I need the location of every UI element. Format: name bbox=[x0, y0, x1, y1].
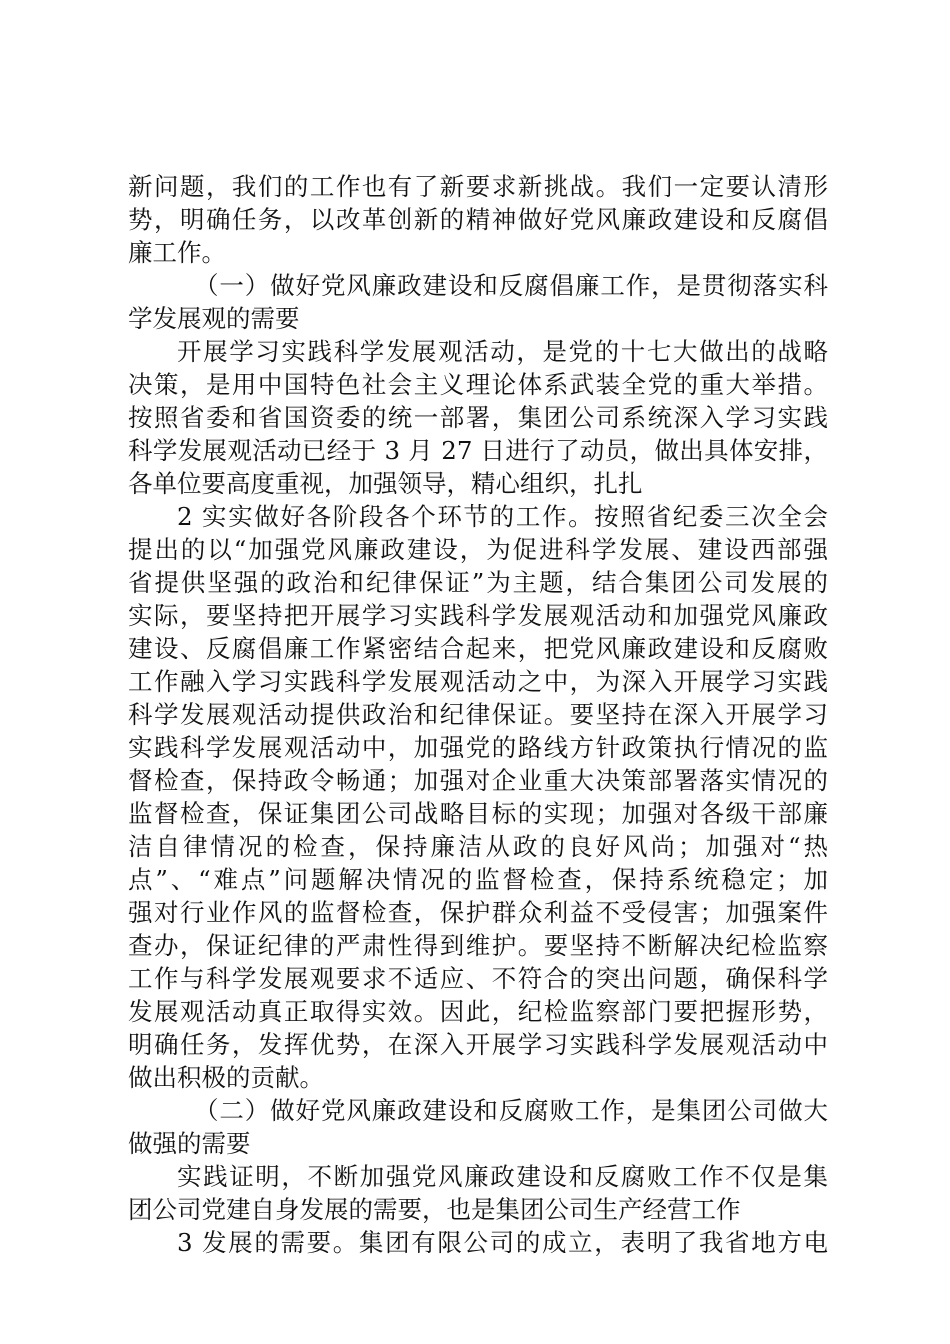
document-body bbox=[128, 170, 828, 1259]
text-line: 发展观活动真正取得实效。因此，纪检监察部门要把握形势， bbox=[128, 997, 828, 1026]
text-line: 3 发展的需要。集团有限公司的成立，表明了我省地方电 bbox=[177, 1228, 828, 1257]
text-line: 工作与科学发展观要求不适应、不符合的突出问题，确保科学 bbox=[128, 964, 828, 993]
text-line: 点”、“难点”问题解决情况的监督检查，保持系统稳定；加 bbox=[128, 865, 828, 894]
text-line: 做强的需要 bbox=[128, 1129, 251, 1158]
text-line: 省提供坚强的政治和纪律保证”为主题，结合集团公司发展的 bbox=[128, 568, 828, 597]
text-line: 各单位要高度重视，加强领导，精心组织，扎扎 bbox=[128, 469, 643, 498]
text-line: 工作融入学习实践科学发展观活动之中，为深入开展学习实践 bbox=[128, 667, 828, 696]
text-line: 查办，保证纪律的严肃性得到维护。要坚持不断解决纪检监察 bbox=[128, 931, 828, 960]
text-line: 实践证明，不断加强党风廉政建设和反腐败工作不仅是集 bbox=[177, 1162, 828, 1191]
text-line: 督检查，保持政令畅通；加强对企业重大决策部署落实情况的 bbox=[128, 766, 828, 795]
text-line: 提出的以“加强党风廉政建设，为促进科学发展、建设西部强 bbox=[128, 535, 828, 564]
text-line: 开展学习实践科学发展观活动，是党的十七大做出的战略 bbox=[177, 337, 828, 366]
text-line: 科学发展观活动已经于 3 月 27 日进行了动员，做出具体安排， bbox=[128, 436, 828, 465]
text-line: （二）做好党风廉政建设和反腐败工作，是集团公司做大 bbox=[194, 1096, 828, 1125]
text-line: 明确任务，发挥优势，在深入开展学习实践科学发展观活动中 bbox=[128, 1030, 828, 1059]
text-line: 学发展观的需要 bbox=[128, 304, 300, 333]
text-line: 建设、反腐倡廉工作紧密结合起来，把党风廉政建设和反腐败 bbox=[128, 634, 828, 663]
text-line: 廉工作。 bbox=[128, 238, 226, 267]
text-line: 势，明确任务，以改革创新的精神做好党风廉政建设和反腐倡 bbox=[128, 205, 828, 234]
text-line: （一）做好党风廉政建设和反腐倡廉工作，是贯彻落实科 bbox=[194, 271, 828, 300]
text-line: 洁自律情况的检查，保持廉洁从政的良好风尚；加强对“热 bbox=[128, 832, 828, 861]
text-line: 做出积极的贡献。 bbox=[128, 1063, 324, 1092]
text-line: 新问题，我们的工作也有了新要求新挑战。我们一定要认清形 bbox=[128, 172, 828, 201]
text-line: 科学发展观活动提供政治和纪律保证。要坚持在深入开展学习 bbox=[128, 700, 828, 729]
text-line: 团公司党建自身发展的需要，也是集团公司生产经营工作 bbox=[128, 1195, 741, 1224]
text-line: 按照省委和省国资委的统一部署，集团公司系统深入学习实践 bbox=[128, 403, 828, 432]
text-line: 2 实实做好各阶段各个环节的工作。按照省纪委三次全会 bbox=[177, 502, 828, 531]
text-line: 实际，要坚持把开展学习实践科学发展观活动和加强党风廉政 bbox=[128, 601, 828, 630]
text-line: 监督检查，保证集团公司战略目标的实现；加强对各级干部廉 bbox=[128, 799, 828, 828]
text-line: 强对行业作风的监督检查，保护群众利益不受侵害；加强案件 bbox=[128, 898, 828, 927]
text-line: 决策，是用中国特色社会主义理论体系武装全党的重大举措。 bbox=[128, 370, 828, 399]
text-line: 实践科学发展观活动中，加强党的路线方针政策执行情况的监 bbox=[128, 733, 828, 762]
